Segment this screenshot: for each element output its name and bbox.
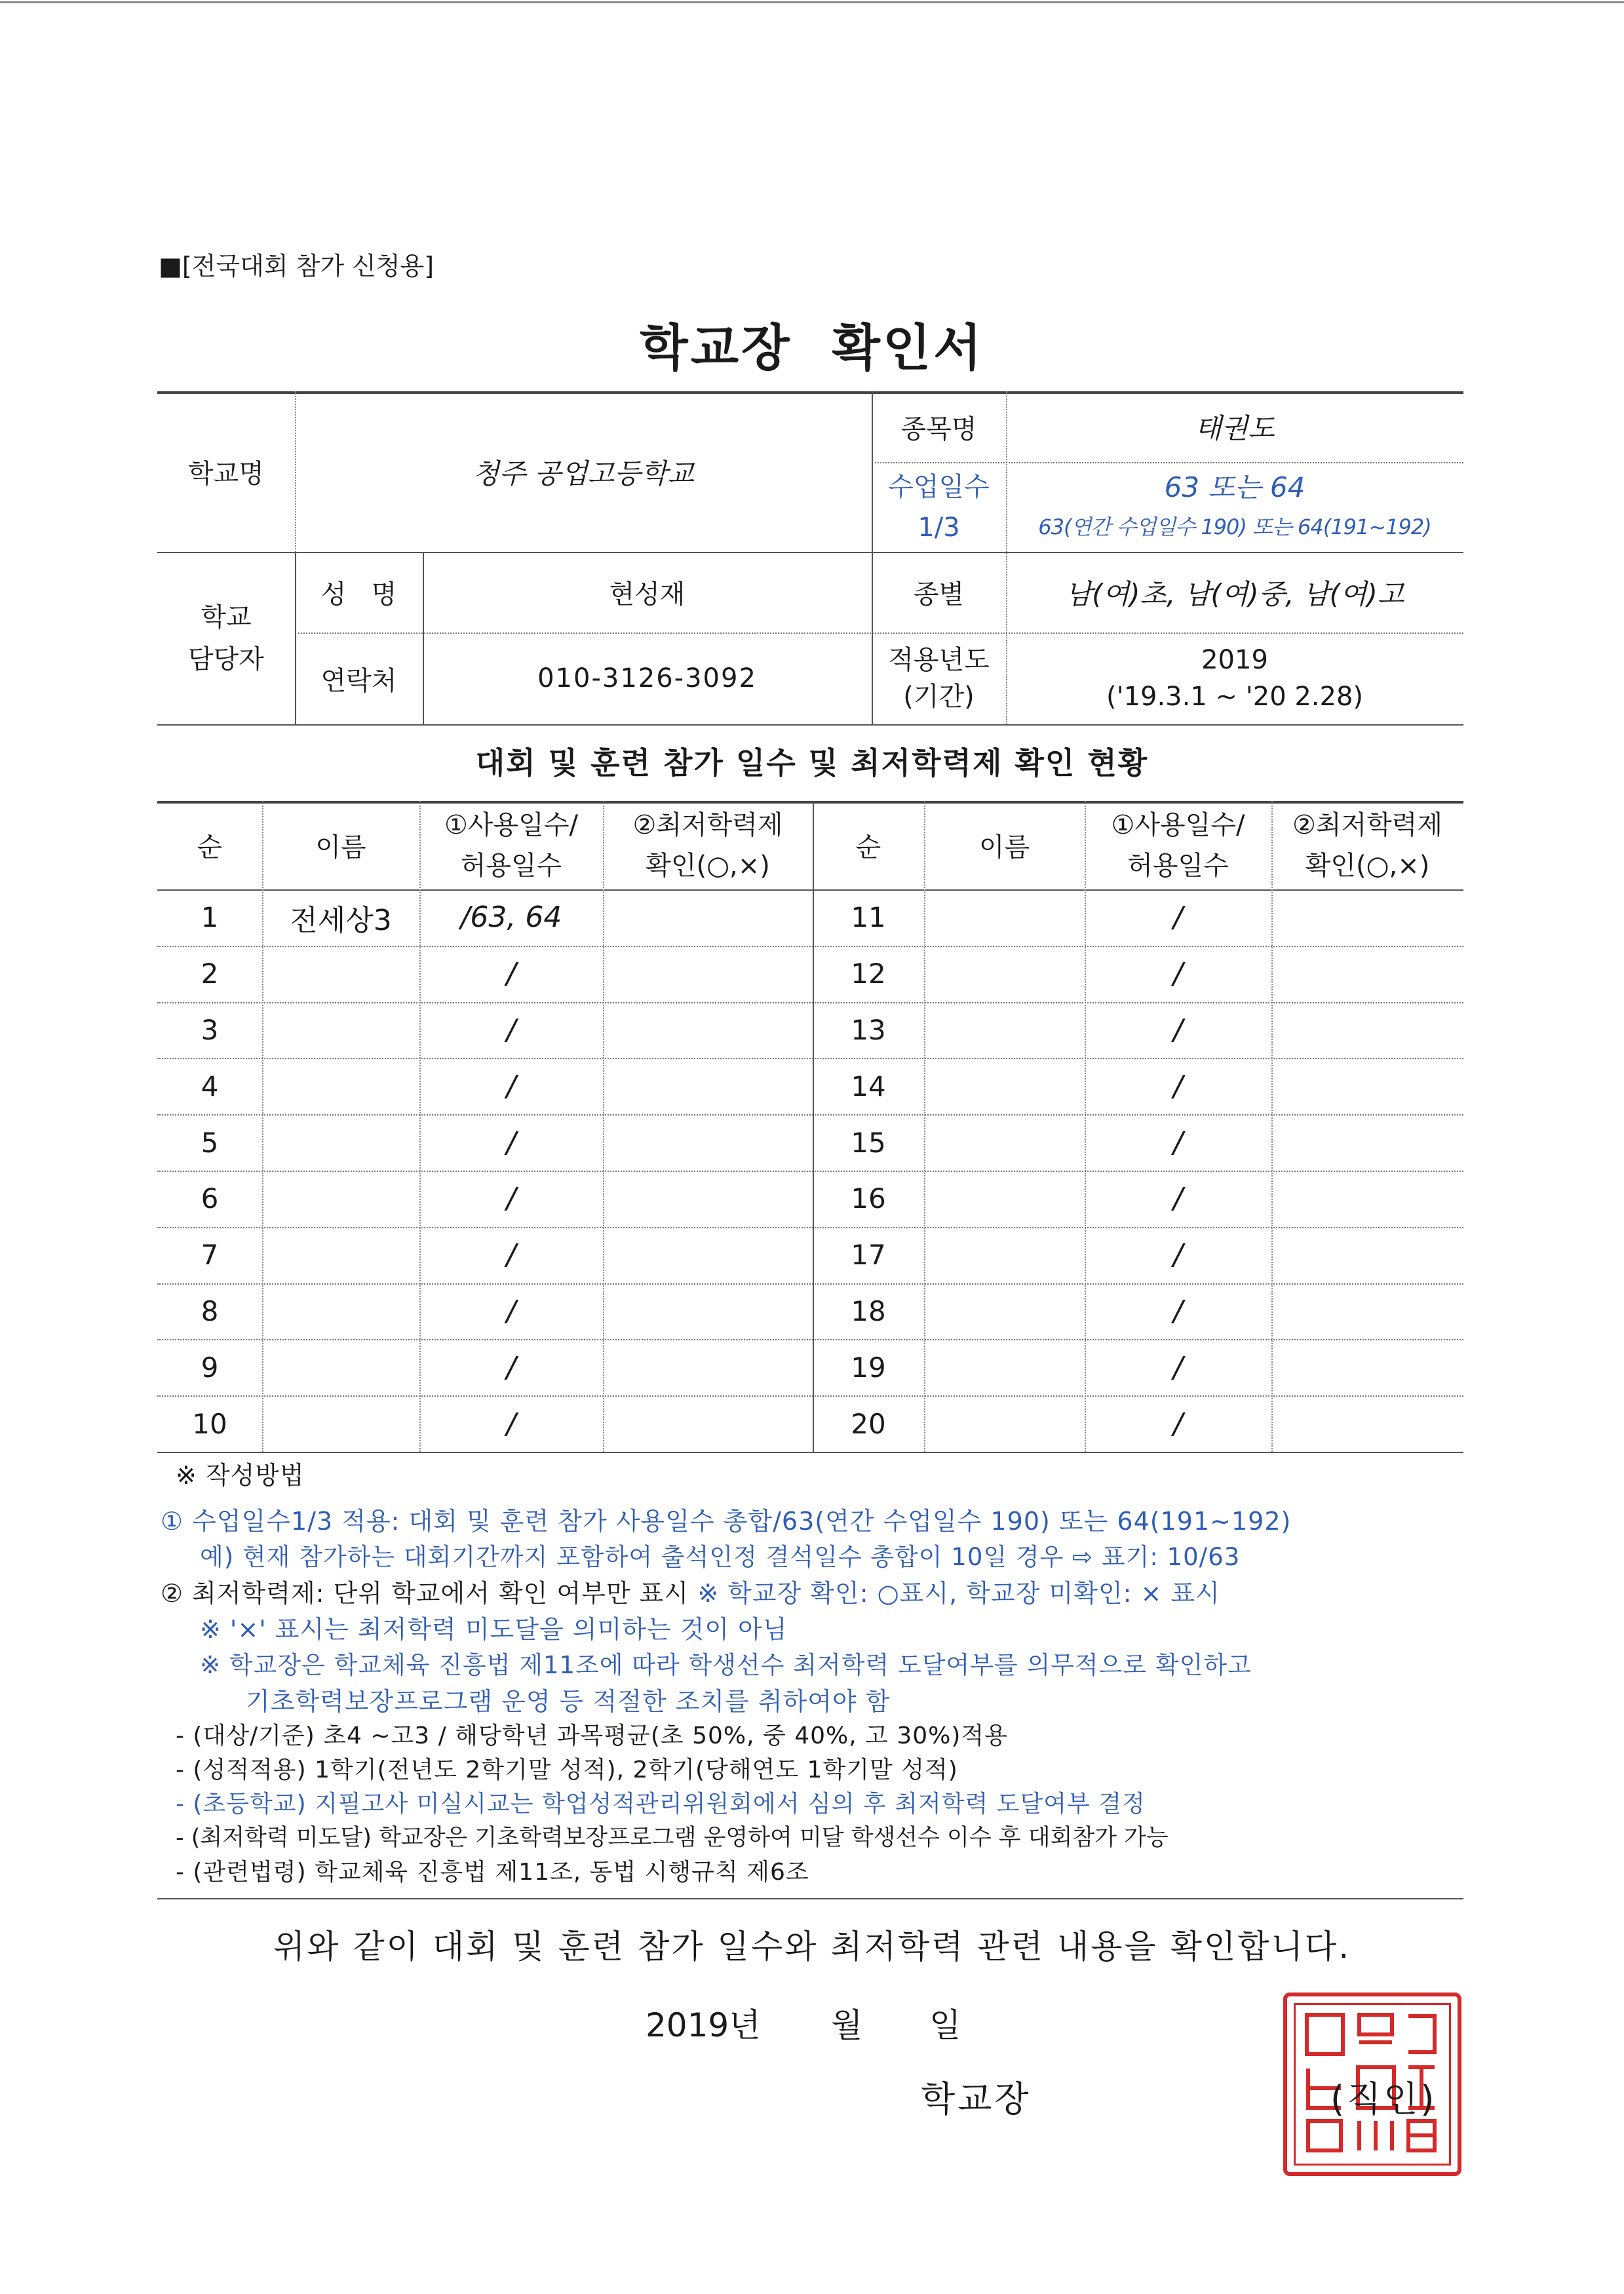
detail-below-minimum: - (최저학력 미도달) 학교장은 기초학력보장프로그램 운영하여 미달 학생선수 이수 후 대회참가 가능 [176,1825,1169,1851]
event-value: 태권도 [1195,412,1275,444]
student-name [262,1339,419,1395]
used-days: / [1173,1125,1183,1159]
note-2b: ※ '×' 표시는 최저학력 미도달을 의미하는 것이 아님 [200,1615,788,1644]
min-academic-check [603,1171,813,1227]
used-days: / [506,1013,516,1047]
col-header-min-academic-line1: ②최저학력제 [632,809,783,840]
col-header-used-days-line2: 허용일수 [1127,850,1229,881]
min-academic-check [1271,946,1463,1002]
contact-name-label: 성 명 [320,579,397,610]
row-number: 15 [851,1126,886,1159]
row-number: 6 [201,1182,219,1215]
year-value-line2: ('19.3.1 ~ '20 2.28) [1106,682,1364,712]
student-name [262,1171,419,1227]
row-number: 5 [201,1126,219,1159]
event-label: 종목명 [900,414,977,444]
note-2a [161,1573,1220,1609]
col-header-min-academic-line1: ②최저학력제 [1292,809,1443,840]
min-academic-check [603,1002,813,1059]
school-days-label-line2: 1/3 [918,512,960,543]
date-day: 일 [929,2006,961,2044]
student-name [924,1002,1085,1059]
min-academic-check [603,1395,813,1452]
min-academic-check [603,946,813,1002]
used-days: / [1173,1294,1183,1328]
year-value-line1: 2019 [1201,645,1268,675]
school-name-value: 청주 공업고등학교 [473,457,694,490]
col-header-used-days-line2: 허용일수 [460,850,562,881]
date-year: 2019년 [646,2006,761,2044]
manager-label-line1: 학교 [201,602,252,632]
used-days: / [506,1182,516,1216]
used-days: / [1173,1069,1183,1103]
min-academic-check [1271,1227,1463,1283]
gender-label: 종별 [913,579,965,610]
used-days: / [1173,957,1183,991]
used-days: /63, 64 [460,901,562,935]
col-header-min-academic [1271,801,1463,889]
row-number: 10 [192,1407,227,1440]
used-days: / [506,957,516,991]
detail-elementary: - (초등학교) 지필고사 미실시교는 학업성적관리위원회에서 심의 후 최저학력 도달여부 결정 [176,1791,1146,1818]
detail-grades: - (성적적용) 1학기(전년도 2학기말 성적), 2학기(당해연도 1학기말 성적) [176,1757,958,1783]
student-name [924,1171,1085,1227]
student-name [924,1058,1085,1114]
manager-label-line2: 담당자 [188,644,264,674]
student-name [924,1227,1085,1283]
note-1a: ① 수업일수1/3 적용: 대회 및 훈련 참가 사용일수 총합/63(연간 수업일수 190) 또는 64(191~192) [161,1507,1292,1536]
row-number: 8 [201,1294,219,1327]
used-days: / [506,1350,516,1384]
col-header-used-days [1085,801,1271,889]
school-days-value-line2: 63(연간 수업일수 190) 또는 64(191~192) [1038,514,1431,539]
student-name [262,1002,419,1059]
page-title: 학교장 확인서 [640,319,984,377]
col-header-order: 순 [197,832,223,863]
year-value [1006,632,1463,724]
col-header-min-academic-line2: 확인(○,×) [1305,850,1430,881]
used-days: / [1173,1350,1183,1384]
seal-text: (직인) [1330,2078,1437,2120]
row-number: 19 [851,1351,886,1384]
used-days: / [1173,1013,1183,1047]
manager-label [157,552,295,724]
school-days-value [1006,462,1463,552]
contact-name-value: 현성재 [609,579,686,610]
principal-label: 학교장 [921,2078,1032,2120]
used-days: / [506,1238,516,1272]
min-academic-check [603,1227,813,1283]
school-days-value-line1: 63 또는 64 [1164,471,1305,503]
min-academic-check [603,1339,813,1395]
student-name [262,1227,419,1283]
min-academic-check [1271,1395,1463,1452]
note-2a-highlight: ※ 학교장 확인: ○표시, 학교장 미확인: × 표시 [697,1579,1220,1608]
row-number: 14 [851,1070,886,1102]
student-name [924,1395,1085,1452]
detail-laws: - (관련법령) 학교체육 진흥법 제11조, 동법 시행규칙 제6조 [176,1859,809,1886]
student-name [262,1395,419,1452]
contact-phone-value: 010-3126-3092 [537,663,757,693]
min-academic-check [603,1058,813,1114]
school-name-label: 학교명 [188,459,264,489]
col-header-used-days-line1: ①사용일수/ [444,809,578,840]
student-name [924,1114,1085,1171]
used-days: / [506,1294,516,1328]
row-number: 9 [201,1351,219,1384]
student-name [924,1339,1085,1395]
row-number: 12 [851,958,886,990]
student-name [262,1058,419,1114]
year-label-line1: 적용년도 [888,645,990,675]
date-month: 월 [831,2006,863,2044]
note-2d: 기초학력보장프로그램 운영 등 적절한 조치를 취하여야 함 [246,1687,891,1716]
confirmation-statement: 위와 같이 대회 및 훈련 참가 일수와 최저학력 관련 내용을 확인합니다. [273,1928,1351,1966]
note-1b: 예) 현재 참가하는 대회기간까지 포함하여 출석인정 결석일수 총합이 10일 경우 ⇨ 표기: 10/63 [200,1543,1241,1571]
col-header-min-academic-line2: 확인(○,×) [646,850,770,881]
row-number: 1 [201,901,219,934]
form-type-label: ■[전국대회 참가 신청용] [159,252,435,281]
row-number: 16 [851,1182,886,1215]
student-name [262,1114,419,1171]
section-title: 대회 및 훈련 참가 일수 및 최저학력제 확인 현황 [475,745,1149,781]
contact-phone-label: 연락처 [320,665,397,696]
info-divider [157,724,1463,726]
student-name [262,1283,419,1340]
col-header-name: 이름 [315,832,366,863]
participants-table-bottom-border [157,1452,1463,1453]
year-label [872,632,1006,724]
row-number: 2 [201,958,219,990]
min-academic-check [603,1283,813,1340]
note-2c: ※ 학교장은 학교체육 진흥법 제11조에 따라 학생선수 최저학력 도달여부를 의무적으로 확인하고 [200,1651,1252,1679]
used-days: / [506,1407,516,1441]
col-header-min-academic [603,801,813,889]
row-number: 20 [851,1407,886,1440]
row-number: 11 [851,901,886,934]
used-days: / [1173,1407,1183,1441]
scan-top-edge [0,1,1624,3]
used-days: / [1173,1182,1183,1216]
student-name [924,1283,1085,1340]
min-academic-check [1271,1283,1463,1340]
min-academic-check [1271,1339,1463,1395]
detail-target: - (대상/기준) 초4 ~고3 / 해당학년 과목평균(초 50%, 중 40%, 고 30%)적용 [176,1722,1008,1749]
note-2a-text: ② 최저학력제: 단위 학교에서 확인 여부만 표시 [161,1579,689,1608]
student-name: 전세상3 [290,903,392,937]
student-name [262,946,419,1002]
used-days: / [506,1125,516,1159]
min-academic-check [1271,1171,1463,1227]
used-days: / [1173,901,1183,935]
min-academic-check [603,1114,813,1171]
student-name [924,889,1085,946]
row-number: 13 [851,1013,886,1046]
footer-divider [157,1898,1463,1899]
row-number: 4 [201,1070,219,1102]
row-number: 18 [851,1294,886,1327]
col-header-name: 이름 [978,832,1030,863]
col-header-used-days-line1: ①사용일수/ [1111,809,1245,840]
col-header-used-days [419,801,603,889]
col-header-order: 순 [855,832,881,863]
gender-value: 남(여)초, 남(여)중, 남(여)고 [1065,577,1404,610]
row-number: 17 [851,1239,886,1272]
student-name [924,946,1085,1002]
row-number: 3 [201,1013,219,1046]
school-days-label [872,462,1006,552]
used-days: / [506,1069,516,1103]
notes-heading: ※ 작성방법 [176,1461,305,1490]
min-academic-check [1271,889,1463,946]
min-academic-check [1271,1058,1463,1114]
year-label-line2: (기간) [903,682,975,712]
school-days-label-line1: 수업일수 [888,471,990,502]
min-academic-check [1271,1114,1463,1171]
row-number: 7 [201,1239,219,1272]
used-days: / [1173,1238,1183,1272]
min-academic-check [1271,1002,1463,1059]
min-academic-check [603,889,813,946]
